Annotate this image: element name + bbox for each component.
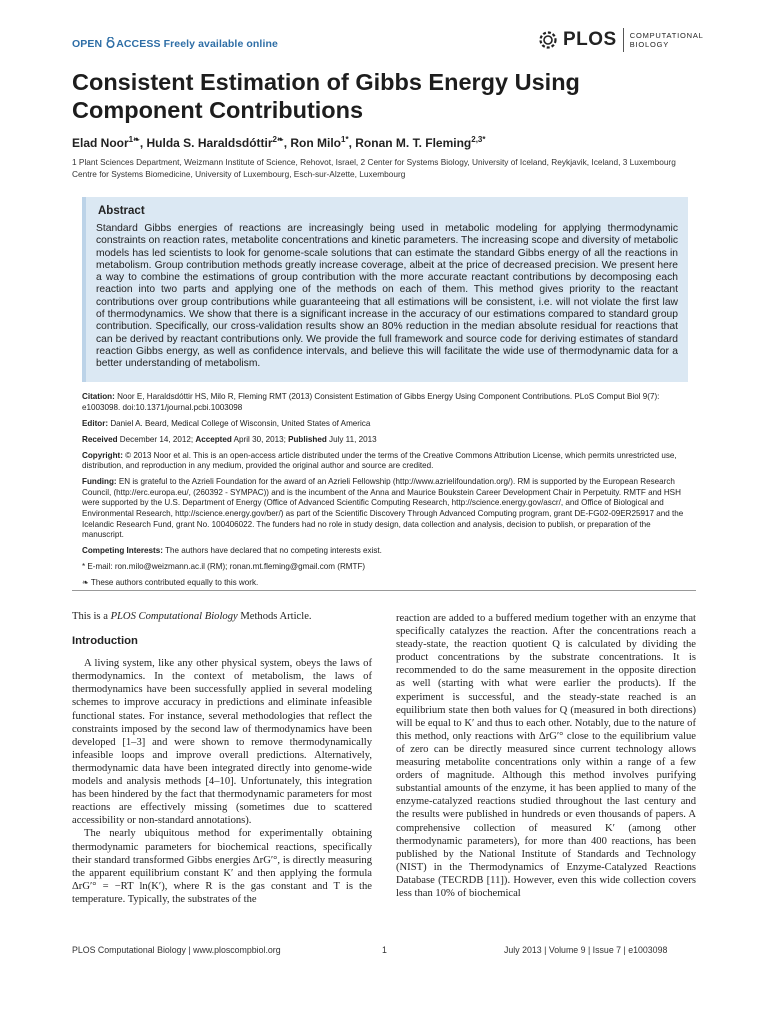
body-column-right xyxy=(396,612,696,900)
equal-contribution-footnote: ❧ These authors contributed equally to this work. xyxy=(82,577,259,587)
body-column-left xyxy=(72,610,372,906)
journal-logo-text: PLOS xyxy=(563,29,617,50)
body-paragraph: A living system, like any other physical system, obeys the laws of thermodynamics. In the context of metabolism, the laws of thermodynamics have been successfully applied in several modeling schemes to improve accuracy in predictions and eliminate infeasible functional states. For instance, several methodologies that reflect the constraints imposed by the second law of thermodynamics have been developed [1–3] and were shown to remove thermodynamically infeasible loops and improve overall predictions. Alternatively, thermodynamic data have been integrated directly into genome-wide models and analysis methods [4–10]. Unfortunately, this integration has been hindered by the fact that thermodynamic parameters for most reactions are effectively missing (sometimes due to scattered accessibility or non-standard annotations). xyxy=(72,658,372,827)
author-name: Ronan M. T. Fleming xyxy=(355,136,472,150)
competing-interests: Competing Interests: The authors have declared that no competing interests exist. xyxy=(82,546,382,556)
open-lock-icon xyxy=(106,37,115,48)
citation: Citation: Noor E, Haraldsdóttir HS, Milo R, Fleming RMT (2013) Consistent Estimation of Gibbs Energy Using Component Contributions. PLoS Comput Biol 9(7): e1003098. doi:10.1371/journal.pcbi.1003098 xyxy=(82,392,660,412)
body-paragraph: reaction are added to a buffered medium together with an enzyme that specifically catalyzes the reaction. After the concentrations reach a steady-state, the reaction quotient Q is calculated by dividing the product concentrations by the substrate concentrations. It is recommended to do the same measurement in the opposite direction as well (starting with what were earlier the products). If the experiment is successful, and the steady-state reached is an equilibrium state then both values for Q (measured in both directions) will be equal to K′ and thus to each other. Notably, due to the nature of this method, only reactions with ΔrG′° close to the equilibrium value of zero can be directly measured since current technology allows measuring metabolite concentrations only within a range of a few orders of magnitude. Although this method involves purifying substantial amounts of the enzyme, it has been applied to many of the enzyme-catalyzed reactions studied throughout the last century and the results were published in hundreds or even thousands of papers. A comprehensive collection of measured K′ (among other thermodynamic parameters), for more than 400 reactions, has been published by the National Institute of Standards and Technology (NIST) in the Thermodynamics of Enzyme-Catalyzed Reactions Database (TECRDB [11]). However, even this wide collection covers less than 10% of biochemical xyxy=(396,613,696,899)
copyright: Copyright: © 2013 Noor et al. This is an open-access article distributed under the terms of the Creative Commons Attribution License, which permits unrestricted use, distribution, and reproduction in any medium, provided the original author and source are credited. xyxy=(82,450,677,471)
article-metadata xyxy=(82,392,694,593)
open-access-banner: OPEN ACCESS Freely available online xyxy=(72,38,278,50)
footer-issue: July 2013 | Volume 9 | Issue 7 | e1003098 xyxy=(504,945,668,955)
section-divider xyxy=(72,590,696,591)
abstract-box xyxy=(82,197,688,382)
logo-divider xyxy=(623,28,624,52)
author-list: Elad Noor$^{1❧}$, Hulda S. Haraldsdóttir$^{2❧}$, Ron Milo$^{1*}$, Ronan M. T. Fleming$^{2,3*}$ xyxy=(72,135,486,150)
abstract-text: Standard Gibbs energies of reactions are increasingly being used in metabolic modeling for applying thermodynamic constraints on reaction rates, metabolite concentrations and kinetic parameters. The increasing scope and diversity of metabolic models has led scientists to look for genome-scale solutions that can estimate the standard Gibbs energy of all the reactions in metabolism. Group contribution methods greatly increase coverage, albeit at the price of decreased precision. We present here a way to combine the estimations of group contribution with the more accurate reactant contributions by decomposing each reaction into two parts and applying one of the methods on each of them. This method gives priority to the reactant contributions over group contributions while guaranteeing that all estimations will be consistent, i.e. will not violate the first law of thermodynamics. We show that there is a significant increase in the accuracy of our estimations compared to standard group contribution. Specifically, our cross-validation results show an 80% reduction in the median absolute residual for reactions that can be derived by reactant contributions only. We provide the full framework and source code for deriving estimates of standard reaction Gibbs energy, as well as confidence intervals, and believe this will facilitate the wide use of thermodynamic data for a better understanding of metabolism. xyxy=(96,223,678,370)
footer-journal: PLOS Computational Biology | www.ploscompbiol.org xyxy=(72,945,281,955)
dates: Received December 14, 2012; Accepted April 30, 2013; Published July 11, 2013 xyxy=(82,434,377,444)
author-name: Ron Milo xyxy=(290,136,342,150)
body-paragraph: The nearly ubiquitous method for experimentally obtaining thermodynamic parameters for biochemical reactions, specifically their standard transformed Gibbs energies ΔrG′°, is directly measuring the apparent equilibrium constant K′ and then applying the formula ΔrG′° = −RT ln(K′), where R is the gas constant and T is the temperature. Typically, the substrates of the xyxy=(72,828,372,905)
abstract-heading: Abstract xyxy=(98,205,145,217)
affiliations: 1 Plant Sciences Department, Weizmann Institute of Science, Rehovot, Israel, 2 Center for Systems Biology, University of Iceland, Reykjavik, Iceland, 3 Luxembourg Centre for Systems Biomedicine, University of Luxembourg, Esch-sur-Alzette, Luxembourg xyxy=(72,157,676,179)
journal-subtitle: COMPUTATIONAL BIOLOGY xyxy=(629,31,704,49)
paper-title: Consistent Estimation of Gibbs Energy Using Component Contributions xyxy=(72,69,580,123)
page-number: 1 xyxy=(382,945,387,955)
editor: Editor: Daniel A. Beard, Medical College of Wisconsin, United States of America xyxy=(82,418,371,428)
author-name: Elad Noor xyxy=(72,136,129,150)
funding: Funding: EN is grateful to the Azrieli Foundation for the award of an Azrieli Fellowship (http://www.azrielifoundation.org/). RM is supported by the European Research Council, (http://erc.europa.eu/, (260392 - SYMPAC)) and is the incumbent of the Anna and Maurice Boukstein Career Development Chair in Perpetuity. RMTF and HSH were supported by the U.S. Department of Energy (Office of Advanced Scientific Computing Research, http://science.energy.gov/ascr/, and Office of Biological and Environmental Research, http://science.energy.gov/ber/) as part of the Scientific Discovery Through Advanced Computing program, grant DE-FG02-09ER25917 and the Icelandic Research Fund, grant No. 100406022. The funders had no role in study design, data collection and analysis, decision to publish, or preparation of the manuscript. xyxy=(82,477,684,540)
article-type-note: This is a PLOS Computational Biology Methods Article. xyxy=(72,611,312,622)
email-footnote: * E-mail: ron.milo@weizmann.ac.il (RM); ronan.mt.fleming@gmail.com (RMTF) xyxy=(82,562,366,572)
journal-logo xyxy=(536,28,704,52)
section-heading-introduction: Introduction xyxy=(72,635,138,648)
author-name: Hulda S. Haraldsdóttir xyxy=(146,136,273,150)
plos-gear-icon xyxy=(536,28,560,52)
